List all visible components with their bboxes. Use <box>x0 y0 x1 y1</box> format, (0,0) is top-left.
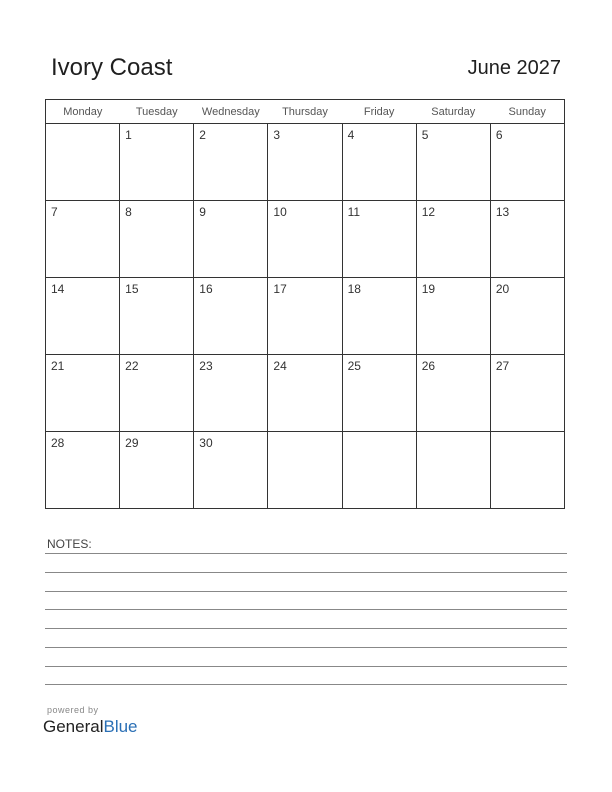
weekday-monday: Monday <box>46 100 120 124</box>
day-cell <box>342 355 416 432</box>
day-number: 10 <box>273 205 287 219</box>
day-cell <box>416 355 490 432</box>
day-cell <box>416 432 490 509</box>
day-cell <box>120 355 194 432</box>
week-row <box>46 432 565 509</box>
day-number: 20 <box>495 282 510 296</box>
notes-line <box>45 647 567 648</box>
weekday-header-row <box>46 100 565 124</box>
day-number: 15 <box>125 282 139 296</box>
day-number: 19 <box>421 282 436 296</box>
day-cell <box>490 278 564 355</box>
day-number: 18 <box>347 282 361 296</box>
day-cell <box>46 201 120 278</box>
day-number: 11 <box>347 205 361 219</box>
day-cell <box>194 355 268 432</box>
generalblue-logo <box>43 717 138 737</box>
day-cell <box>120 432 194 509</box>
notes-line <box>45 591 567 592</box>
day-cell <box>490 432 564 509</box>
day-number <box>343 432 416 436</box>
brand-blue: Blue <box>103 717 138 736</box>
weekday-friday: Friday <box>342 100 416 124</box>
day-number: 1 <box>125 128 132 142</box>
day-number: 3 <box>273 128 281 142</box>
day-cell <box>194 124 268 201</box>
day-number <box>46 124 119 128</box>
day-number: 2 <box>199 128 206 142</box>
day-number: 9 <box>199 205 206 219</box>
day-cell <box>268 278 342 355</box>
day-cell <box>342 201 416 278</box>
weekday-wednesday: Wednesday <box>194 100 268 124</box>
notes-line <box>45 553 567 554</box>
day-number <box>491 432 564 436</box>
day-cell <box>342 278 416 355</box>
notes-label: NOTES: <box>47 537 92 551</box>
day-number: 21 <box>51 359 65 373</box>
month-year-title: June 2027 <box>467 57 561 79</box>
week-row <box>46 355 565 432</box>
day-cell <box>120 124 194 201</box>
day-number: 30 <box>199 436 213 450</box>
day-cell <box>46 124 120 201</box>
day-number: 26 <box>421 359 436 373</box>
day-cell <box>120 201 194 278</box>
day-cell <box>268 432 342 509</box>
day-number: 16 <box>199 282 213 296</box>
day-number: 4 <box>347 128 355 142</box>
brand-general: General <box>43 717 104 736</box>
weekday-sunday: Sunday <box>490 100 564 124</box>
day-cell <box>46 278 120 355</box>
day-cell <box>490 201 564 278</box>
day-number: 17 <box>273 282 287 296</box>
day-number: 28 <box>51 436 65 450</box>
powered-by-text: powered by <box>47 705 99 715</box>
day-cell <box>194 432 268 509</box>
day-cell <box>342 124 416 201</box>
day-cell <box>46 355 120 432</box>
day-number: 24 <box>273 359 287 373</box>
day-cell <box>342 432 416 509</box>
day-cell <box>416 201 490 278</box>
day-number: 6 <box>495 128 503 142</box>
week-row <box>46 124 565 201</box>
day-number: 23 <box>199 359 213 373</box>
day-number: 25 <box>347 359 361 373</box>
week-row <box>46 278 565 355</box>
day-cell <box>268 201 342 278</box>
day-number: 5 <box>421 128 429 142</box>
weekday-thursday: Thursday <box>268 100 342 124</box>
day-number: 8 <box>125 205 132 219</box>
day-number: 14 <box>51 282 65 296</box>
country-title: Ivory Coast <box>51 54 173 81</box>
day-cell <box>416 278 490 355</box>
day-number: 29 <box>125 436 139 450</box>
day-number: 13 <box>495 205 510 219</box>
day-number: 27 <box>495 359 510 373</box>
week-row <box>46 201 565 278</box>
day-number: 7 <box>51 205 58 219</box>
day-cell <box>416 124 490 201</box>
notes-line <box>45 666 567 667</box>
notes-line <box>45 628 567 629</box>
day-cell <box>268 124 342 201</box>
day-cell <box>46 432 120 509</box>
day-number: 22 <box>125 359 139 373</box>
day-cell <box>194 278 268 355</box>
day-number <box>417 432 490 436</box>
weekday-tuesday: Tuesday <box>120 100 194 124</box>
day-cell <box>120 278 194 355</box>
notes-line <box>45 684 567 685</box>
day-number: 12 <box>421 205 436 219</box>
day-cell <box>490 355 564 432</box>
notes-line <box>45 572 567 573</box>
notes-line <box>45 609 567 610</box>
day-number <box>268 432 341 436</box>
day-cell <box>194 201 268 278</box>
day-cell <box>490 124 564 201</box>
day-cell <box>268 355 342 432</box>
weekday-saturday: Saturday <box>416 100 490 124</box>
calendar-grid <box>45 99 565 509</box>
